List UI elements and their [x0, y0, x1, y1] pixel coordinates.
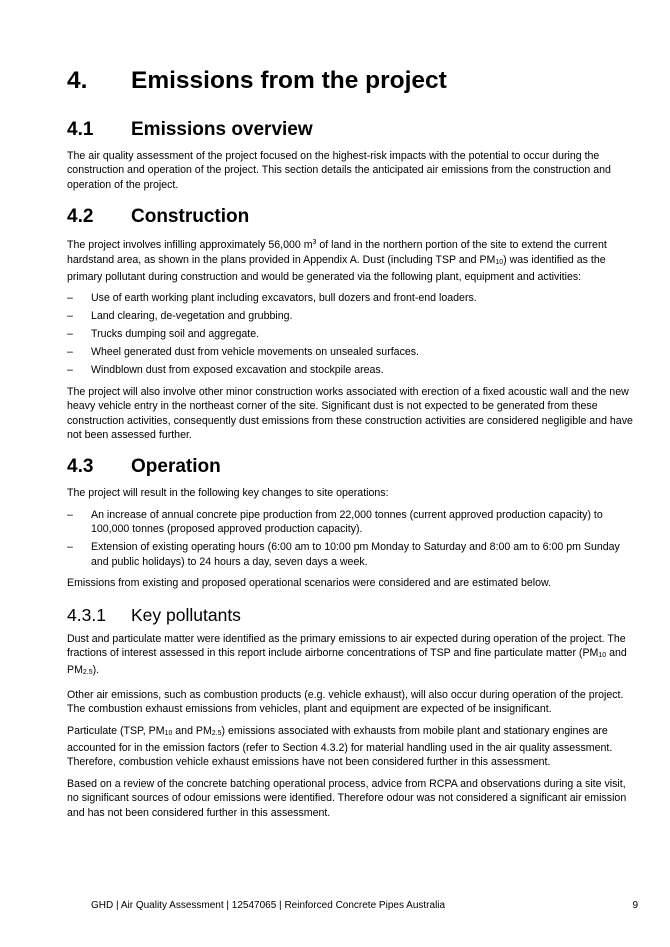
paragraph: Emissions from existing and proposed operational scenarios were considered and are estimated below.: [67, 577, 552, 590]
section-number: 4.3: [67, 456, 94, 478]
list-item: – Trucks dumping soil and aggregate.: [67, 328, 260, 341]
section-heading-4-1: [67, 117, 635, 143]
footer-text: GHD | Air Quality Assessment | 12547065 | Reinforced Concrete Pipes Australia: [91, 900, 446, 911]
section-title: Emissions overview: [131, 119, 313, 140]
section-number: 4.1: [67, 119, 94, 140]
list-item: – Use of earth working plant including excavators, bull dozers and front-end loaders.: [67, 292, 477, 305]
section-title: Construction: [131, 206, 250, 228]
chapter-title: Emissions from the project: [131, 67, 447, 94]
chapter-heading: [67, 62, 635, 100]
paragraph: Particulate (TSP, $PM_{10}$ and $PM_{2.5}$) emissions associated with exhausts from mobile plant and stationary engines are accounted for in the emission factors (refer to Section 4.3.2) for material handling used in the air quality assessment. Therefore, combustion vehicle exhaust emissions have not been considered further in this assessment.: [67, 724, 613, 769]
paragraph: The project involves infilling approximately 56,000 $m^3$ of land in the northern portion of the site to extend the current hardstand area, as shown in the plans provided in Appendix A. Dust (including TSP and $PM_{10}$) was identified as the primary pollutant during construction and would be generated via the following plant, equipment and activities:: [67, 239, 607, 284]
bullet-list: [67, 291, 635, 377]
list-item: – Land clearing, de-vegetation and grubbing.: [67, 310, 293, 323]
page-number: 9: [632, 900, 638, 911]
list-item: – Wheel generated dust from vehicle movements on unsealed surfaces.: [67, 346, 419, 359]
list-item: – Windblown dust from exposed excavation and stockpile areas.: [67, 364, 384, 377]
document-page: [67, 62, 635, 827]
paragraph: The air quality assessment of the project focused on the highest-risk impacts with the potential to occur during the construction and operation of the project. This section details the anticipated air emissions from the construction and operation of the project.: [67, 150, 611, 191]
paragraph: The project will also involve other minor construction works associated with erection of a fixed acoustic wall and the new heavy vehicle entry in the northeast corner of the site. Significant dust is not expected to be generated from these construction activities, consequently dust emissions from these construction activities are considered negligible and have not been assessed further.: [67, 385, 633, 442]
subsection-title: Key pollutants: [131, 604, 241, 625]
subsection-heading-4-3-1: [67, 603, 635, 627]
list-item: – An increase of annual concrete pipe production from 22,000 tonnes (current approved production capacity) to 100,000 tonnes (proposed approved production capacity).: [67, 508, 603, 536]
paragraph: Other air emissions, such as combustion products (e.g. vehicle exhaust), will also occur during operation of the project. The combustion exhaust emissions from vehicles, plant and equipment are expected of be insignificant.: [67, 688, 624, 716]
paragraph: The project will result in the following key changes to site operations:: [67, 487, 389, 500]
section-heading-4-2: [67, 204, 635, 230]
section-title: Operation: [131, 456, 221, 478]
section-number: 4.2: [67, 206, 94, 228]
chapter-number: 4.: [67, 67, 88, 94]
subsection-number: 4.3.1: [67, 604, 106, 625]
paragraph: Based on a review of the concrete batching operational process, advice from RCPA and observations during a site visit, no significant sources of odour emissions were identified. Therefore odour was not considered a significant air emission and has not been considered further in this assessment.: [67, 777, 627, 819]
paragraph: Dust and particulate matter were identified as the primary emissions to air expected during operation of the project. The fractions of interest assessed in this report include airborne concentrations of TSP and fine particulate matter ($PM_{10}$ and $PM_{2.5}$).: [67, 632, 627, 677]
page-footer: [91, 900, 638, 911]
list-item: – Extension of existing operating hours (6:00 am to 10:00 pm Monday to Saturday and 8:00 am to 6:00 pm Sunday and public holidays) to 24 hours a day, seven days a week.: [67, 541, 620, 568]
bullet-list: [67, 508, 635, 569]
section-heading-4-3: [67, 454, 635, 480]
